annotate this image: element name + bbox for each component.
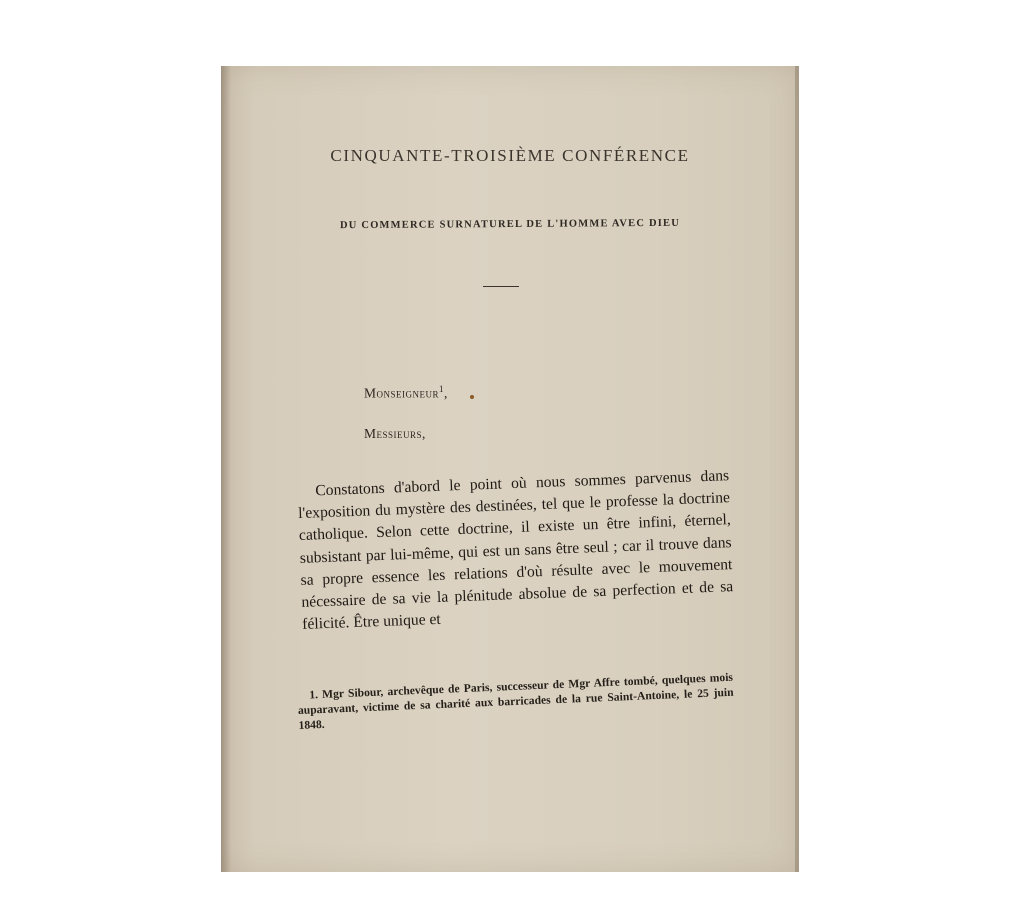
chapter-subtitle: DU COMMERCE SURNATUREL DE L'HOMME AVEC DIEU	[339, 217, 681, 232]
chapter-title: CINQUANTE-TROISIÈME CONFÉRENCE	[330, 146, 690, 165]
body-paragraph: Constatons d'abord le point où nous sommes parvenus dans l'exposition du mystère des destinées, tel que le professe la doctrine catholique. Selon cette doctrine, il existe un être infini, éternel, subsistant par lui-même, qui est un sans être seul ; car il trouve dans sa propre essence les relations d'où résulte avec le mouvement nécessaire de sa vie la plénitude absolue de sa perfection et de sa félicité. Être unique et	[297, 467, 734, 634]
paper-speck	[470, 395, 474, 399]
book-page	[221, 66, 799, 872]
page-edge	[795, 66, 799, 872]
salutation-monseigneur-text: Monseigneur	[364, 385, 440, 401]
salutation-monseigneur-punct: ,	[444, 385, 448, 401]
page-gutter-shadow	[221, 66, 231, 872]
footnote: 1. Mgr Sibour, archevêque de Paris, successeur de Mgr Affre tombé, quelques mois auparavant, victime de sa charité aux barricades de la rue Saint-Antoine, le 25 juin 1848.	[297, 670, 734, 732]
salutation-messieurs: Messieurs,	[364, 426, 426, 441]
salutation-monseigneur	[364, 384, 448, 402]
footnote-marker: 1	[439, 384, 445, 394]
separator-rule	[483, 286, 519, 287]
